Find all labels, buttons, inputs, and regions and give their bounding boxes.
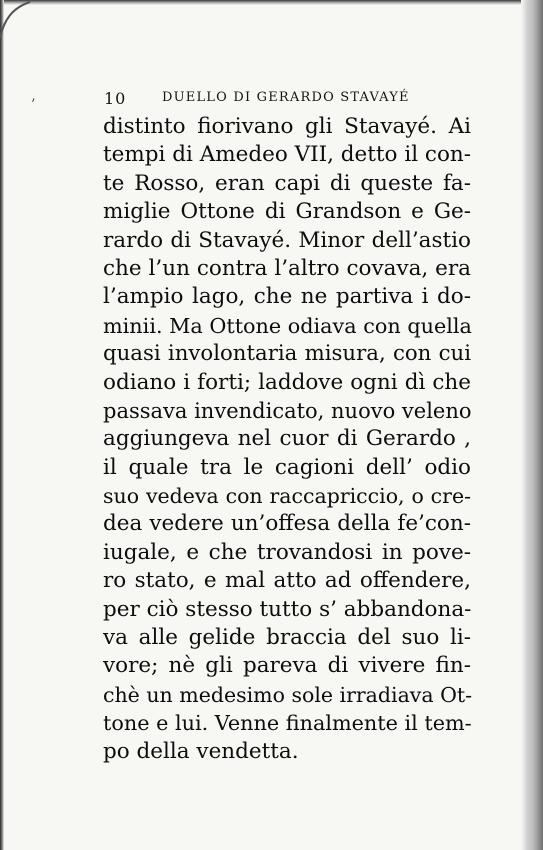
text-line: po della vendetta. — [103, 738, 299, 764]
page-left-edge — [0, 0, 4, 850]
text-line: dea vedere un’offesa della fe’con- — [103, 511, 471, 537]
text-line: odiano i forti; laddove ogni dì che — [103, 369, 471, 395]
running-title: DUELLO DI GERARDO STAVAYÉ — [162, 90, 410, 105]
text-line: miglie Ottone di Grandson e Ge- — [103, 199, 471, 225]
text-line: va alle gelide braccia del suo li- — [103, 625, 471, 651]
text-line: distinto fiorivano gli Stavayé. Ai — [103, 114, 471, 139]
text-line: ro stato, e mal atto ad offendere, — [103, 568, 471, 594]
margin-mark: ’ — [31, 97, 36, 113]
text-line: quasi involontaria misura, con cui — [103, 341, 471, 367]
text-line: vore; nè gli pareva di vivere fin- — [103, 653, 471, 679]
text-line: chè un medesimo sole irradiava Ot- — [103, 682, 473, 707]
text-line: passava invendicato, nuovo veleno — [103, 398, 472, 423]
text-line: aggiungeva nel cuor di Gerardo , — [103, 426, 471, 452]
body-paragraph — [103, 113, 471, 766]
text-line: tone e lui. Venne finalmente il tem- — [103, 711, 472, 736]
running-header — [104, 89, 464, 113]
text-line: suo vedeva con raccapriccio, o cre- — [103, 484, 471, 509]
text-line: che l’un contra l’altro covava, era — [103, 255, 471, 281]
text-line: per ciò stesso tutto s’ abbandona- — [103, 596, 472, 622]
page-corner-curl — [0, 0, 40, 40]
text-line: rardo di Stavayé. Minor dell’astio — [103, 227, 471, 253]
text-line: minii. Ma Ottone odiava con quella — [103, 313, 472, 338]
text-line: il quale tra le cagioni dell’ odio — [103, 454, 471, 480]
page-number: 10 — [104, 89, 127, 108]
text-line: iugale, e che trovandosi in pove- — [103, 539, 471, 565]
text-line: l’ampio lago, che ne partiva i do- — [103, 284, 471, 310]
text-line: tempi di Amedeo VII, detto il con- — [103, 142, 472, 168]
page-binding-shadow — [521, 0, 543, 850]
text-line: te Rosso, eran capi di queste fa- — [103, 170, 471, 196]
page-top-edge — [0, 0, 543, 5]
